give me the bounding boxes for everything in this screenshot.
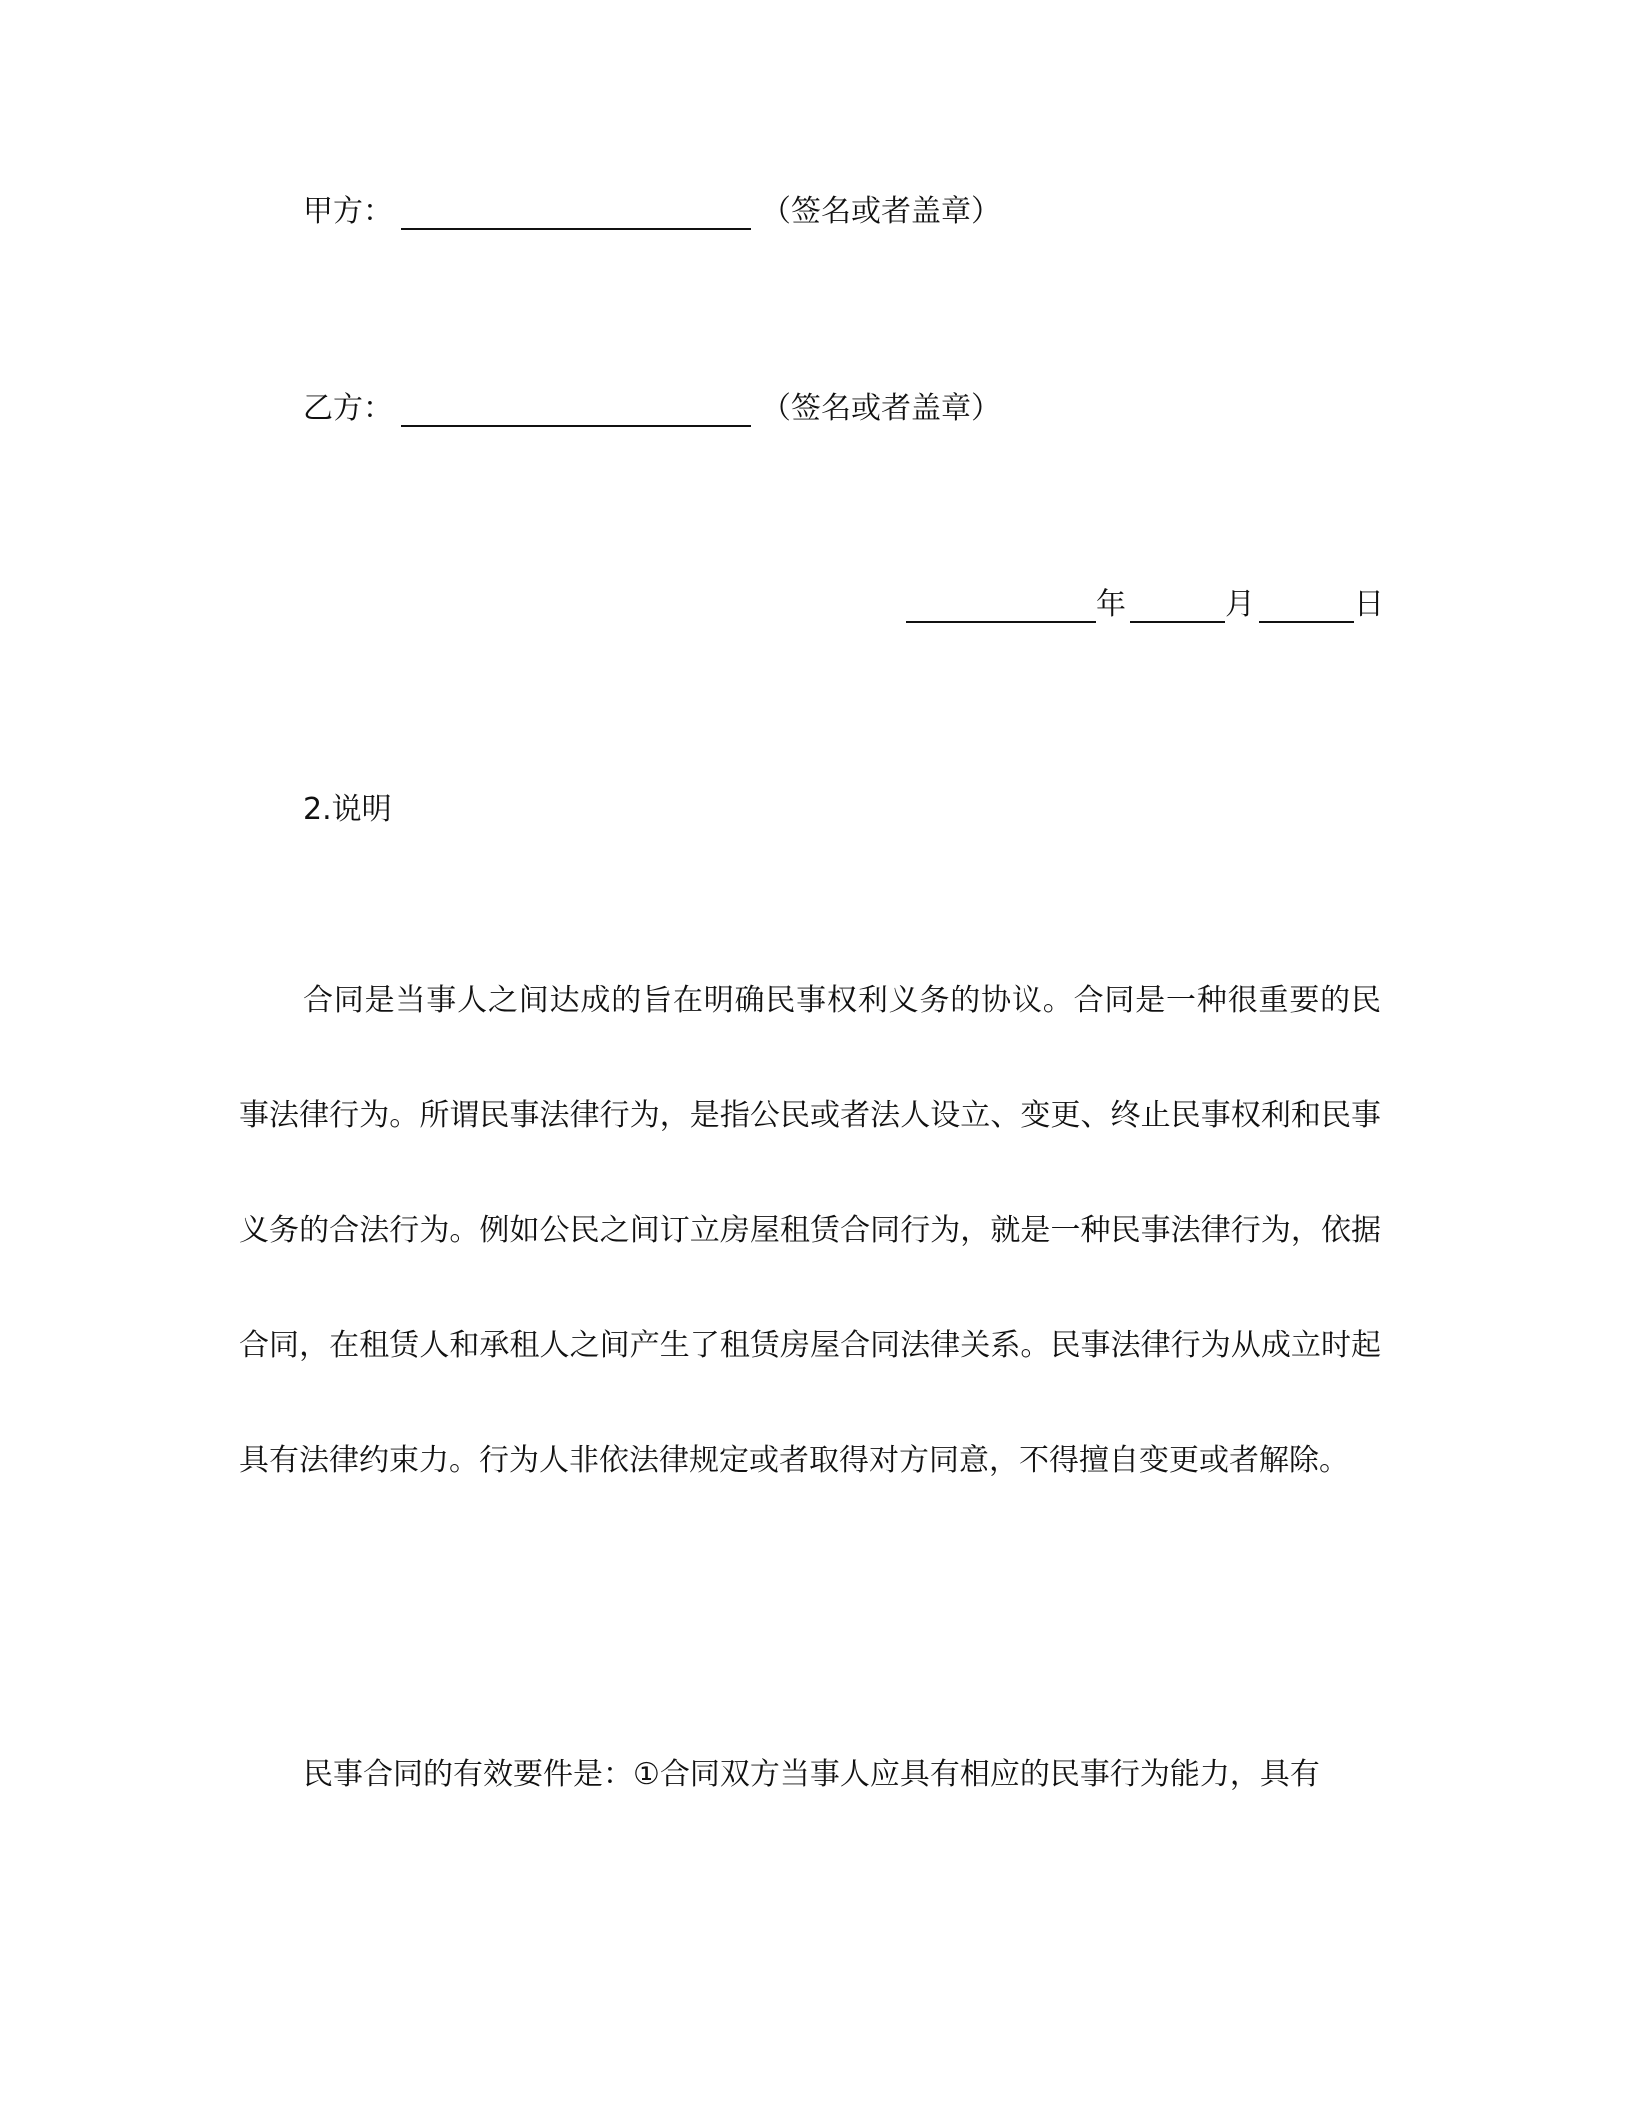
day-label: 日 <box>1354 587 1384 622</box>
section-heading: 2.说明 <box>303 792 392 827</box>
party-a-label: 甲方： <box>303 194 393 229</box>
party-b-signature-line <box>303 389 1001 429</box>
party-a-signature-line <box>303 192 1001 232</box>
year-label: 年 <box>1096 587 1126 622</box>
party-b-label: 乙方： <box>303 391 393 426</box>
party-a-signature-blank <box>401 194 751 230</box>
party-b-signature-note: （签名或者盖章） <box>761 391 1001 426</box>
day-blank <box>1259 587 1354 623</box>
month-blank <box>1130 587 1225 623</box>
party-a-signature-note: （签名或者盖章） <box>761 194 1001 229</box>
month-label: 月 <box>1225 587 1255 622</box>
party-b-signature-blank <box>401 391 751 427</box>
body-paragraph: 民事合同的有效要件是：①合同双方当事人应具有相应的民事行为能力，具有 <box>303 1757 1320 1792</box>
body-paragraph: 合同是当事人之间达成的旨在明确民事权利义务的协议。合同是一种很重要的民事法律行为。所谓民事法律行为，是指公民或者法人设立、变更、终止民事权利和民事义务的合法行为。例如公民之间订立房屋租赁合同行为，就是一种民事法律行为，依据合同，在租赁人和承租人之间产生了租赁房屋合同法律关系。民事法律行为从成立时起具有法律约束力。行为人非依法律规定或者取得对方同意，不得擅自变更或者解除。 <box>239 983 1381 1478</box>
year-blank <box>906 587 1096 623</box>
date-line <box>906 585 1384 625</box>
